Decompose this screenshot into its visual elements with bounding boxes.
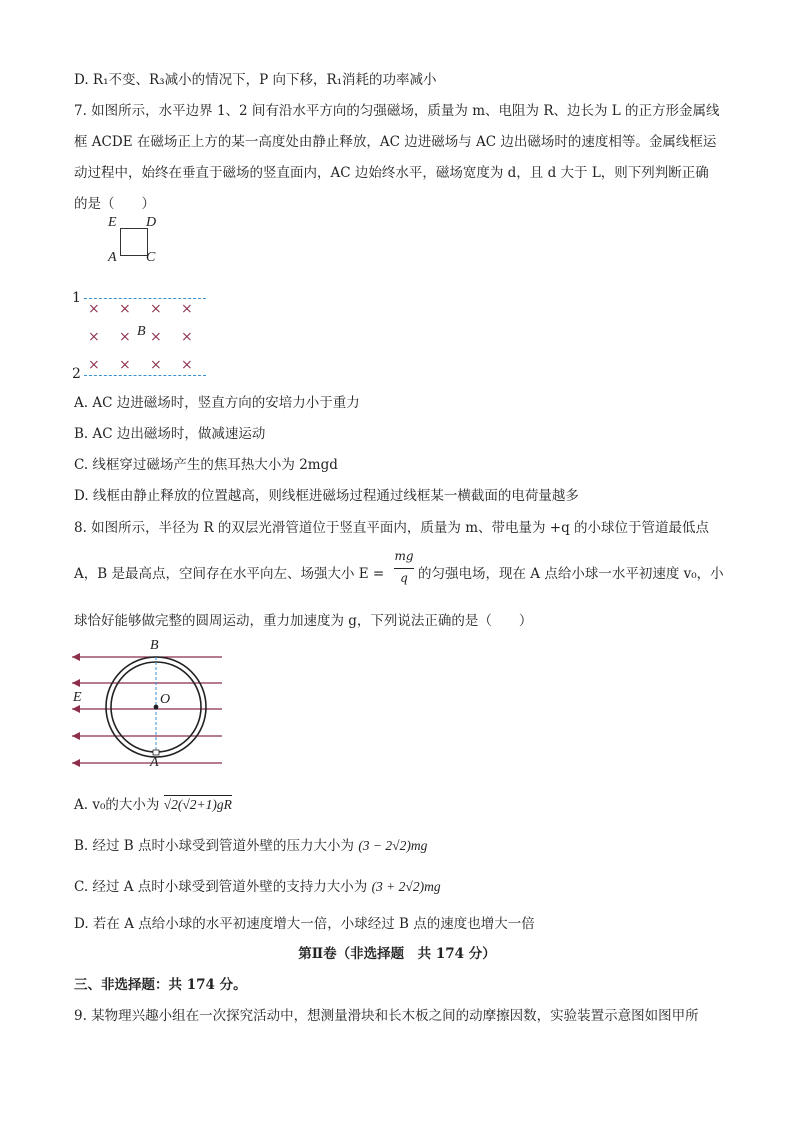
q8-stem-line-1: 8. 如图所示，半径为 R 的双层光滑管道位于竖直平面内，质量为 m、带电量为 +q 的小球位于管道最低点 — [74, 520, 710, 536]
field-label-b: B — [137, 324, 146, 339]
q9-stem-line-1: 9. 某物理兴趣小组在一次探究活动中，想测量滑块和长木板之间的动摩擦因数，实验装置示意图如图甲所 — [74, 1008, 699, 1024]
corner-label-c: C — [146, 250, 156, 265]
section-heading: 三、非选择题：共 174 分。 — [74, 977, 247, 993]
field-label-e: E — [73, 690, 82, 705]
fraction-denominator: q — [400, 571, 408, 585]
field-cross-mark: × — [181, 301, 193, 317]
q8-stem-line-2b: 的匀强电场，现在 A 点给小球一水平初速度 v₀，小 — [418, 566, 724, 582]
arrow-head — [72, 679, 80, 687]
field-cross-mark: × — [88, 329, 100, 345]
q8-option-c — [74, 875, 441, 895]
field-cross-mark: × — [88, 301, 100, 317]
point-label-a: A — [150, 755, 159, 770]
q8-option-c-text: C. 经过 A 点时小球受到管道外壁的支持力大小为 — [74, 879, 368, 895]
arrow-head — [72, 759, 80, 767]
q8-option-b-text: B. 经过 B 点时小球受到管道外壁的压力大小为 — [74, 838, 355, 854]
q8-stem-line-2a: A，B 是最高点，空间存在水平向左、场强大小 E = — [74, 566, 385, 582]
field-cross-mark: × — [119, 329, 131, 345]
field-cross-mark: × — [119, 357, 131, 373]
q8-option-a-expr: √2(√2+1)gR — [163, 797, 232, 812]
q6-option-d: D. R₁不变、R₃减小的情况下，P 向下移，R₁消耗的功率减小 — [74, 72, 437, 88]
part2-title: 第Ⅱ卷（非选择题 共 174 分） — [298, 946, 496, 962]
q7-stem-line-3: 动过程中，始终在垂直于磁场的竖直面内，AC 边始终水平，磁场宽度为 d，且 d 大于 L，则下列判断正确 — [74, 165, 709, 181]
arrow-head — [72, 732, 80, 740]
q8-option-a-text: A. v₀的大小为 — [74, 797, 160, 813]
arrow-head — [72, 705, 80, 713]
q7-option-b: B. AC 边出磁场时，做减速运动 — [74, 426, 266, 442]
q8-option-d: D. 若在 A 点给小球的水平初速度增大一倍，小球经过 B 点的速度也增大一倍 — [74, 916, 535, 932]
field-cross-mark: × — [150, 301, 162, 317]
boundary-label-2: 2 — [72, 366, 81, 382]
field-cross-mark: × — [119, 301, 131, 317]
q8-option-a — [74, 793, 232, 813]
q8-stem-line-3: 球恰好能够做完整的圆周运动，重力加速度为 g，下列说法正确的是（ ） — [74, 613, 533, 629]
q7-option-d: D. 线框由静止释放的位置越高，则线框进磁场过程通过线框某一横截面的电荷量越多 — [74, 488, 579, 504]
field-cross-mark: × — [181, 357, 193, 373]
field-cross-mark: × — [150, 329, 162, 345]
field-lines — [72, 653, 222, 767]
q8-option-b-expr: (3 − 2√2)mg — [358, 838, 428, 853]
corner-label-a: A — [108, 250, 117, 265]
fraction-numerator: mg — [394, 549, 414, 563]
arrow-head — [72, 653, 80, 661]
q7-stem-line-4: 的是（ ） — [74, 196, 155, 212]
corner-label-e: E — [108, 215, 117, 230]
q7-stem-line-2: 框 ACDE 在磁场正上方的某一高度处由静止释放，AC 边进磁场与 AC 边出磁场时的速度相等。金属线框运 — [74, 134, 717, 150]
center-point — [154, 705, 159, 710]
q8-option-c-expr: (3 + 2√2)mg — [371, 879, 441, 894]
corner-label-d: D — [146, 215, 157, 230]
field-cross-mark: × — [150, 357, 162, 373]
point-label-b: B — [150, 638, 159, 653]
center-label-o: O — [160, 692, 171, 707]
field-cross-mark: × — [88, 357, 100, 373]
field-cross-mark: × — [181, 329, 193, 345]
boundary-label-1: 1 — [72, 290, 81, 306]
q7-option-c: C. 线框穿过磁场产生的焦耳热大小为 2mgd — [74, 457, 338, 473]
q7-stem-line-1: 7. 如图所示，水平边界 1、2 间有沿水平方向的匀强磁场，质量为 m、电阻为 R、边长为 L 的正方形金属线 — [74, 103, 720, 119]
q7-option-a: A. AC 边进磁场时，竖直方向的安培力小于重力 — [74, 395, 360, 411]
q8-option-b — [74, 834, 427, 854]
